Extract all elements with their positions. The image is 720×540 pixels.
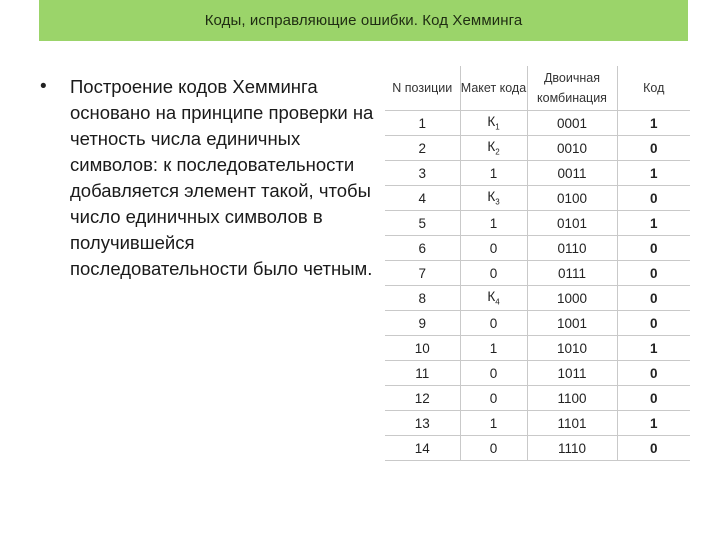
- cell-code-layout: [460, 436, 527, 461]
- table-row: [385, 211, 690, 236]
- cell-binary: 1001: [527, 311, 617, 336]
- bullet-point-icon: •: [40, 76, 47, 97]
- marker-subscript: 2: [495, 147, 500, 157]
- header-position: N позиции: [385, 66, 460, 111]
- cell-code: 0: [617, 361, 690, 386]
- cell-position: 5: [385, 211, 460, 236]
- cell-position: 3: [385, 161, 460, 186]
- cell-binary: 0101: [527, 211, 617, 236]
- cell-binary: 0010: [527, 136, 617, 161]
- marker-symbol: 0: [489, 315, 498, 331]
- marker-subscript: 3: [495, 197, 500, 207]
- cell-code-layout: [460, 211, 527, 236]
- marker-symbol: 1: [489, 340, 498, 356]
- header-code-layout: Макет кода: [460, 66, 527, 111]
- table-row: [385, 336, 690, 361]
- cell-code: 1: [617, 211, 690, 236]
- table-row: [385, 361, 690, 386]
- cell-position: 7: [385, 261, 460, 286]
- cell-binary: 0001: [527, 111, 617, 136]
- cell-code-layout: [460, 161, 527, 186]
- marker-symbol: 1: [489, 415, 498, 431]
- table-row: [385, 286, 690, 311]
- marker-symbol: 0: [489, 440, 498, 456]
- cell-code: 0: [617, 286, 690, 311]
- cell-binary: 0100: [527, 186, 617, 211]
- cell-position: 6: [385, 236, 460, 261]
- cell-binary: 0011: [527, 161, 617, 186]
- cell-position: 14: [385, 436, 460, 461]
- cell-position: 1: [385, 111, 460, 136]
- cell-position: 13: [385, 411, 460, 436]
- cell-code: 0: [617, 236, 690, 261]
- cell-binary: 1011: [527, 361, 617, 386]
- cell-code: 0: [617, 311, 690, 336]
- marker-symbol: К: [487, 189, 496, 205]
- cell-code-layout: [460, 411, 527, 436]
- cell-position: 2: [385, 136, 460, 161]
- table-header-row: [385, 66, 690, 111]
- cell-position: 9: [385, 311, 460, 336]
- cell-code: 1: [617, 161, 690, 186]
- cell-code-layout: [460, 286, 527, 311]
- cell-code-layout: [460, 311, 527, 336]
- cell-code: 1: [617, 111, 690, 136]
- cell-code-layout: [460, 186, 527, 211]
- cell-code: 0: [617, 261, 690, 286]
- hamming-table: [385, 66, 690, 461]
- slide-title: Коды, исправляющие ошибки. Код Хемминга: [204, 12, 523, 29]
- cell-position: 11: [385, 361, 460, 386]
- header-binary: Двоичная комбинация: [527, 66, 617, 111]
- cell-code-layout: [460, 236, 527, 261]
- hamming-table-container: [385, 66, 690, 461]
- cell-binary: 1000: [527, 286, 617, 311]
- cell-code-layout: [460, 361, 527, 386]
- table-row: [385, 161, 690, 186]
- marker-symbol: 1: [489, 215, 498, 231]
- cell-code-layout: [460, 336, 527, 361]
- marker-symbol: 0: [489, 365, 498, 381]
- table-row: [385, 111, 690, 136]
- cell-binary: 1101: [527, 411, 617, 436]
- cell-binary: 1110: [527, 436, 617, 461]
- table-row: [385, 261, 690, 286]
- cell-code: 0: [617, 136, 690, 161]
- cell-position: 10: [385, 336, 460, 361]
- marker-symbol: К: [487, 139, 496, 155]
- marker-symbol: 0: [489, 240, 498, 256]
- cell-position: 4: [385, 186, 460, 211]
- marker-symbol: К: [487, 289, 496, 305]
- marker-symbol: 0: [489, 265, 498, 281]
- marker-subscript: 1: [495, 122, 500, 132]
- marker-symbol: 0: [489, 390, 498, 406]
- table-row: [385, 236, 690, 261]
- bullet-block: [40, 74, 375, 282]
- cell-code-layout: [460, 111, 527, 136]
- table-row: [385, 386, 690, 411]
- cell-position: 8: [385, 286, 460, 311]
- table-row: [385, 411, 690, 436]
- title-bar: [39, 0, 688, 41]
- cell-binary: 1010: [527, 336, 617, 361]
- cell-code: 1: [617, 336, 690, 361]
- cell-code-layout: [460, 386, 527, 411]
- table-row: [385, 436, 690, 461]
- marker-symbol: 1: [489, 165, 498, 181]
- cell-code: 1: [617, 411, 690, 436]
- table-row: [385, 311, 690, 336]
- cell-binary: 0110: [527, 236, 617, 261]
- table-body: [385, 111, 690, 461]
- marker-subscript: 4: [495, 297, 500, 307]
- cell-code: 0: [617, 386, 690, 411]
- cell-code-layout: [460, 136, 527, 161]
- cell-position: 12: [385, 386, 460, 411]
- cell-binary: 1100: [527, 386, 617, 411]
- marker-symbol: К: [487, 114, 496, 130]
- cell-code-layout: [460, 261, 527, 286]
- cell-code: 0: [617, 186, 690, 211]
- cell-binary: 0111: [527, 261, 617, 286]
- header-code: Код: [617, 66, 690, 111]
- cell-code: 0: [617, 436, 690, 461]
- table-row: [385, 136, 690, 161]
- table-row: [385, 186, 690, 211]
- bullet-text: Построение кодов Хемминга основано на принципе проверки на четность числа единичных символов: к последовательности добавляется элемент такой, чтобы число единичных символов в получившейся последовательности было четным.: [70, 76, 374, 279]
